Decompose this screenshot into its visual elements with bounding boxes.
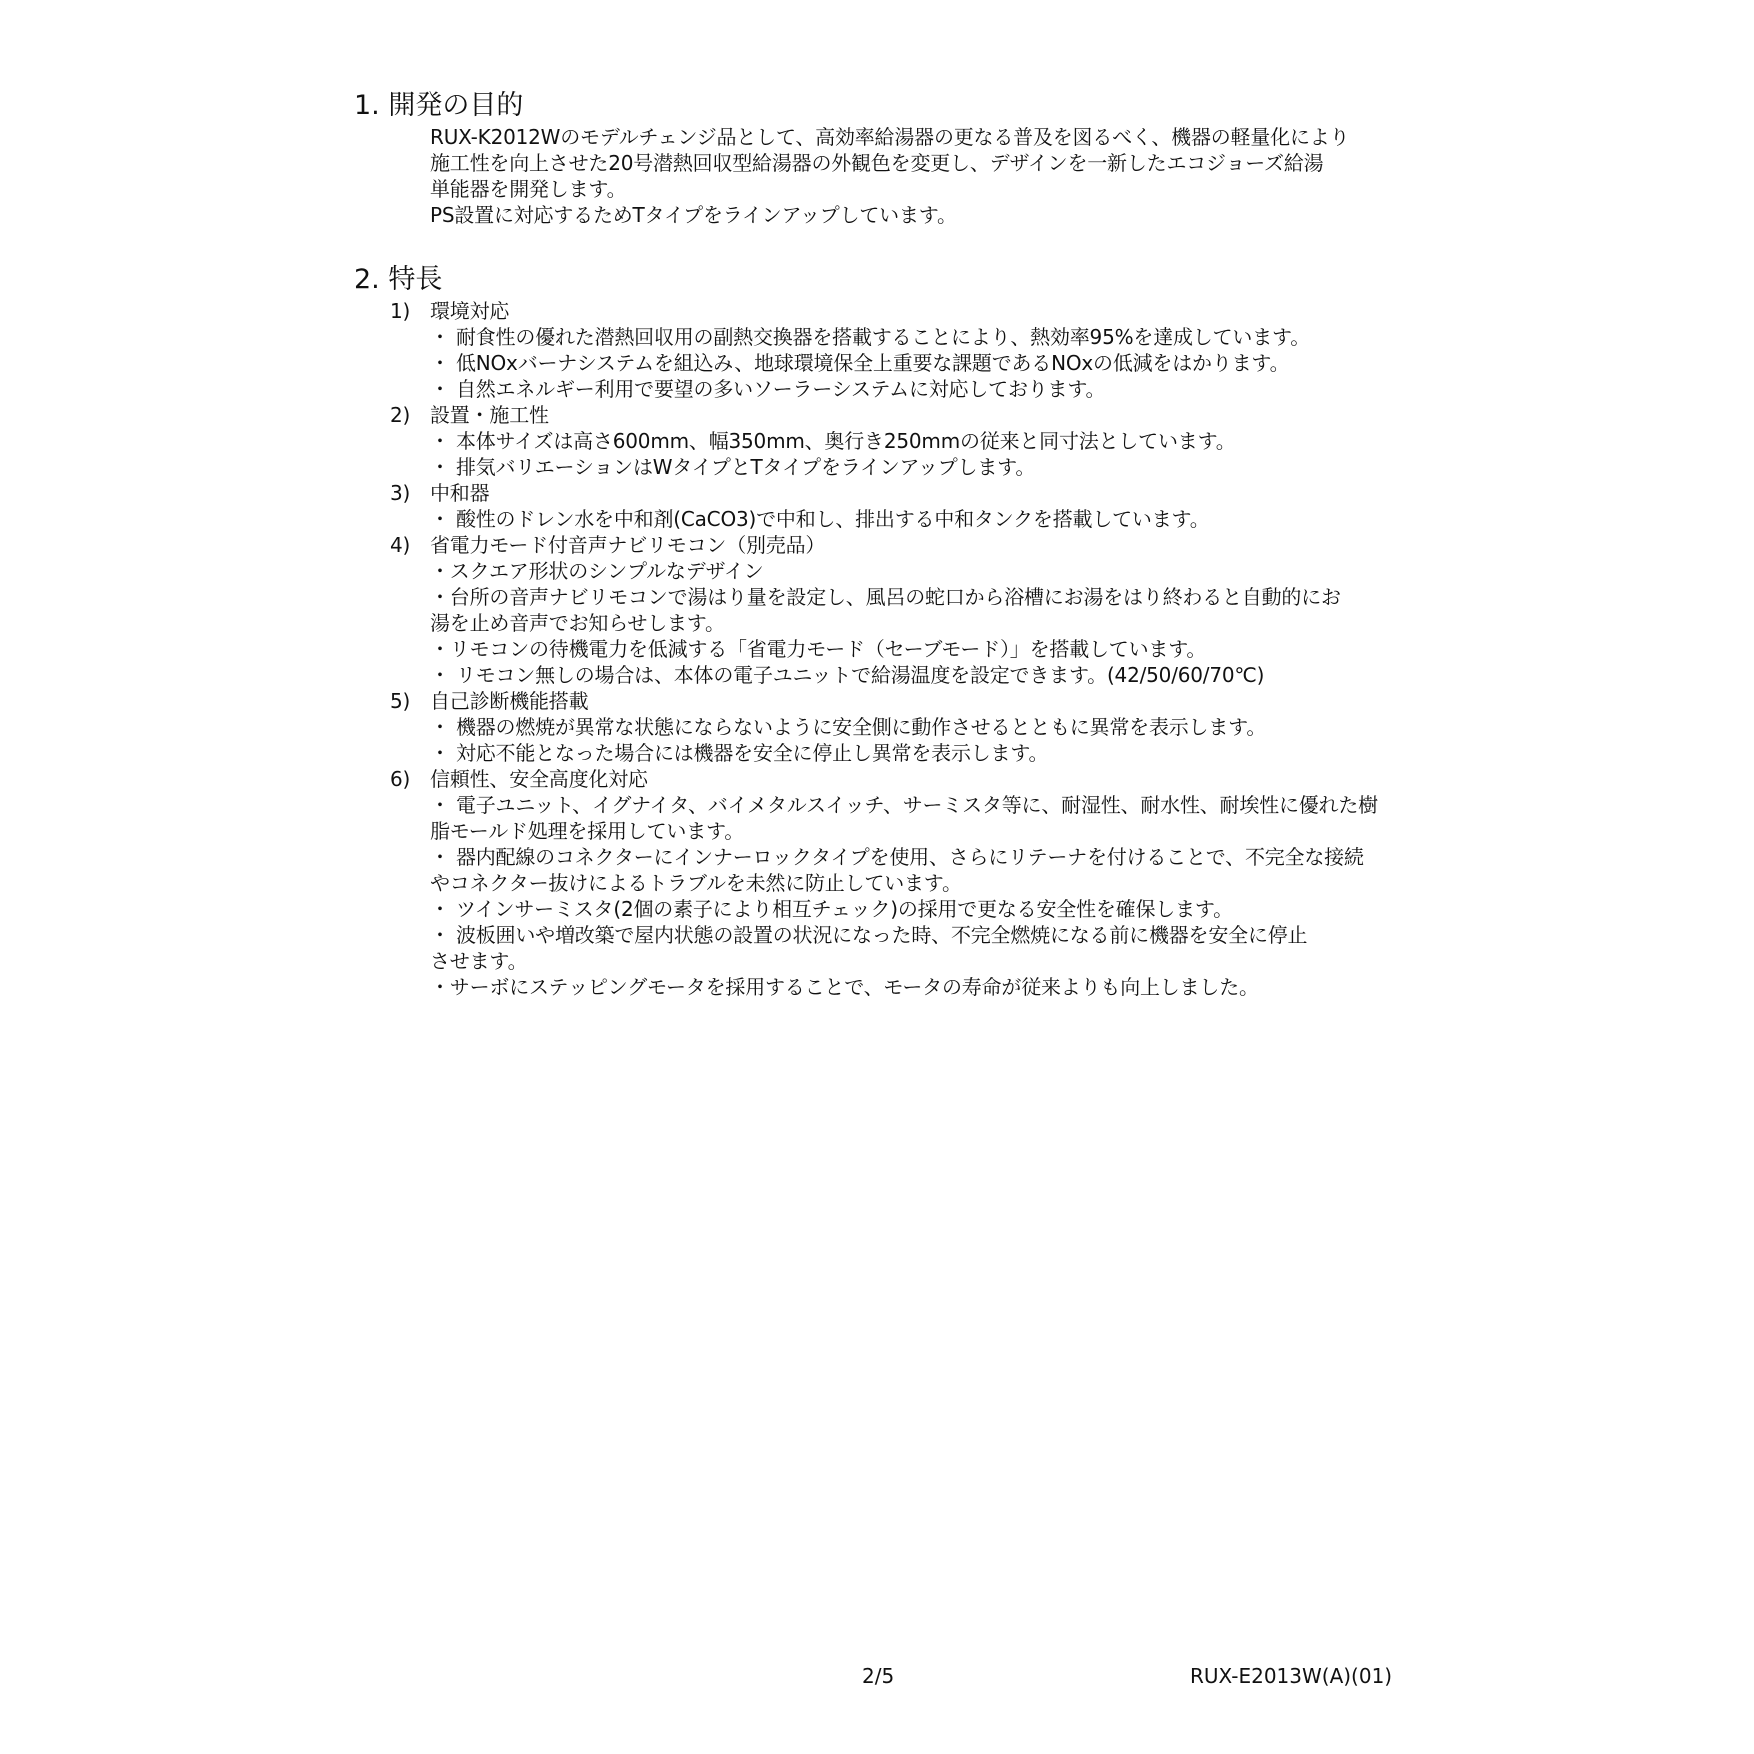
item-title: 設置・施工性 (430, 403, 549, 427)
item-title: 信頼性、安全高度化対応 (430, 767, 648, 791)
bullet-line: ・ 耐食性の優れた潜熱回収用の副熱交換器を搭載することにより、熱効率95%を達成しています。 (430, 325, 1311, 349)
bullet-line: ・ ツインサーミスタ(2個の素子により相互チェック)の採用で更なる安全性を確保します。 (430, 897, 1233, 921)
bullet-line: ・ 自然エネルギー利用で要望の多いソーラーシステムに対応しております。 (430, 377, 1106, 401)
section1-line: 施工性を向上させた20号潜熱回収型給湯器の外観色を変更し、デザインを一新したエコジョーズ給湯 (430, 151, 1324, 175)
section1-line: RUX-K2012Wのモデルチェンジ品として、高効率給湯器の更なる普及を図るべく、機器の軽量化により (430, 125, 1350, 149)
bullet-line: ・ 波板囲いや増改築で屋内状態の設置の状況になった時、不完全燃焼になる前に機器を安全に停止 (430, 923, 1308, 947)
bullet-line: ・ 低NOxバーナシステムを組込み、地球環境保全上重要な課題であるNOxの低減をはかります。 (430, 351, 1290, 375)
bullet-line: 湯を止め音声でお知らせします。 (430, 611, 725, 635)
section1-heading: 1. 開発の目的 (354, 90, 524, 121)
bullet-line: ・ 電子ユニット、イグナイタ、バイメタルスイッチ、サーミスタ等に、耐湿性、耐水性、耐埃性に優れた樹 (430, 793, 1378, 817)
bullet-line: させます。 (430, 949, 528, 973)
bullet-line: ・ 本体サイズは高さ600mm、幅350mm、奥行き250mmの従来と同寸法としています。 (430, 429, 1236, 453)
section2-heading: 2. 特長 (354, 264, 443, 295)
item-number: 4) (390, 533, 411, 557)
document-code: RUX-E2013W(A)(01) (1190, 1664, 1393, 1688)
item-number: 1) (390, 299, 411, 323)
bullet-line: ・サーボにステッピングモータを採用することで、モータの寿命が従来よりも向上しました。 (430, 975, 1259, 999)
bullet-line: ・ 器内配線のコネクターにインナーロックタイプを使用、さらにリテーナを付けることで、不完全な接続 (430, 845, 1364, 869)
bullet-line: ・ 酸性のドレン水を中和剤(CaCO3)で中和し、排出する中和タンクを搭載しています。 (430, 507, 1210, 531)
bullet-line: ・リモコンの待機電力を低減する「省電力モード（セーブモード）」を搭載しています。 (430, 637, 1207, 661)
bullet-line: ・ 機器の燃焼が異常な状態にならないように安全側に動作させるとともに異常を表示します。 (430, 715, 1267, 739)
bullet-line: 脂モールド処理を採用しています。 (430, 819, 744, 843)
item-number: 5) (390, 689, 411, 713)
item-number: 6) (390, 767, 411, 791)
bullet-line: ・ 対応不能となった場合には機器を安全に停止し異常を表示します。 (430, 741, 1049, 765)
item-title: 環境対応 (430, 299, 510, 323)
item-number: 3) (390, 481, 411, 505)
section1-line: PS設置に対応するためTタイプをラインアップしています。 (430, 203, 957, 227)
item-title: 中和器 (430, 481, 490, 505)
item-title: 省電力モード付音声ナビリモコン（別売品） (430, 533, 826, 557)
bullet-line: ・ リモコン無しの場合は、本体の電子ユニットで給湯温度を設定できます。(42/50/60/70℃) (430, 663, 1265, 687)
section1-line: 単能器を開発します。 (430, 177, 627, 201)
bullet-line: やコネクター抜けによるトラブルを未然に防止しています。 (430, 871, 962, 895)
bullet-line: ・スクエア形状のシンプルなデザイン (430, 559, 764, 583)
item-title: 自己診断機能搭載 (430, 689, 589, 713)
page-number: 2/5 (862, 1664, 895, 1688)
bullet-line: ・ 排気バリエーションはWタイプとTタイプをラインアップします。 (430, 455, 1036, 479)
item-number: 2) (390, 403, 411, 427)
bullet-line: ・台所の音声ナビリモコンで湯はり量を設定し、風呂の蛇口から浴槽にお湯をはり終わると自動的にお (430, 585, 1341, 609)
